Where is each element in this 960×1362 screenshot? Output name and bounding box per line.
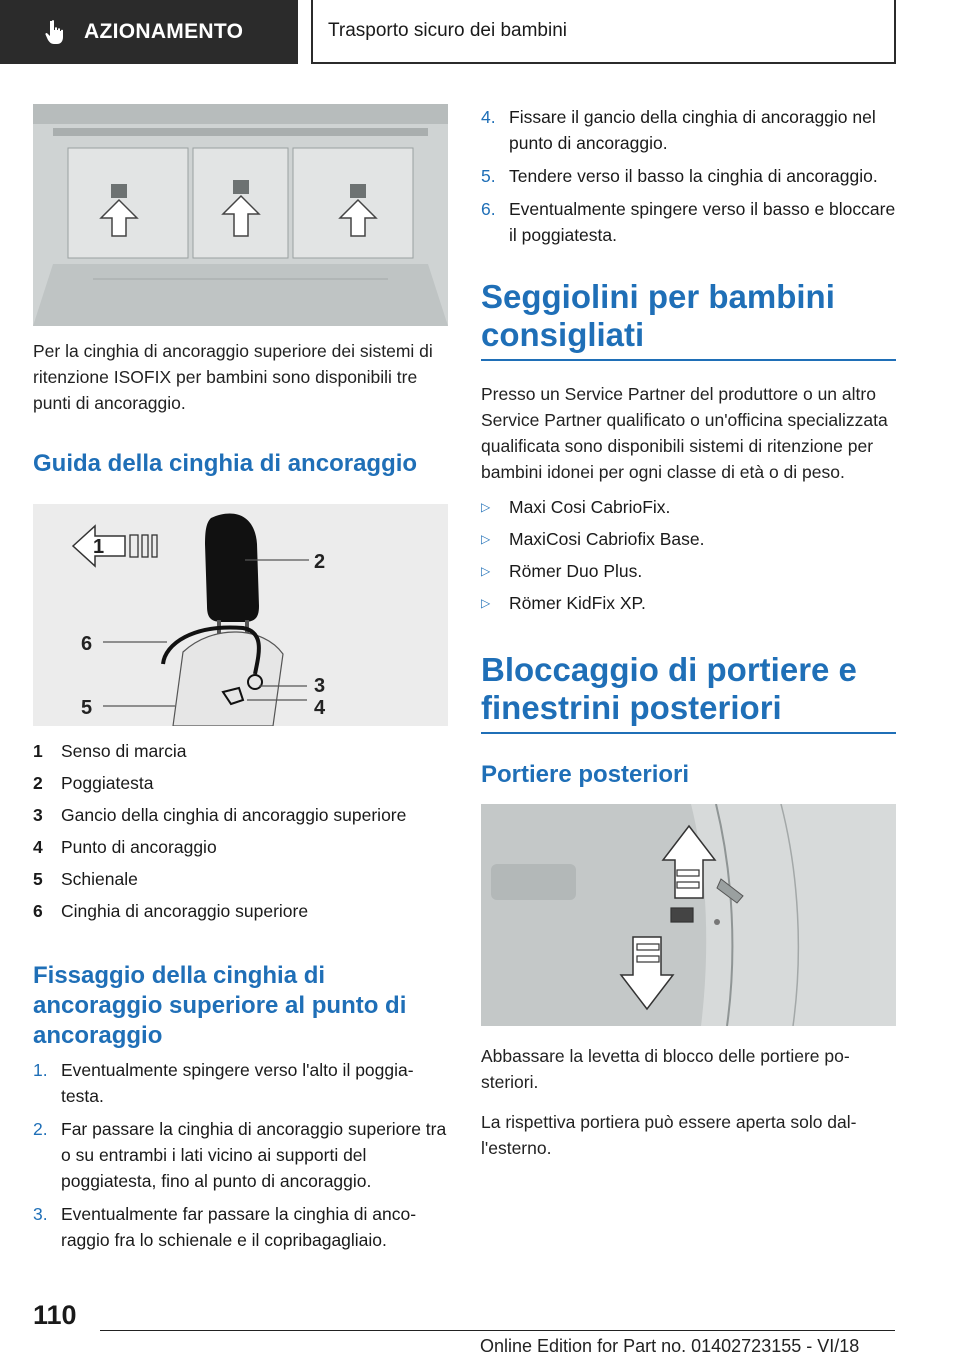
fig2-label-3: 3 [314, 675, 326, 697]
legend-text: Schienale [61, 869, 138, 889]
heading-underline [481, 732, 896, 734]
list-item [481, 523, 896, 555]
seat-bullet-list [481, 491, 896, 619]
legend-number: 3 [33, 805, 43, 825]
fig2-label-6: 6 [81, 633, 93, 655]
cargo-anchor-points-figure [33, 104, 448, 326]
step-text: Eventualmente spingere verso l'alto il poggiatesta. [61, 1060, 414, 1106]
legend-text: Poggiatesta [61, 773, 154, 793]
header-title: Trasporto sicuro dei bambini [328, 20, 568, 41]
right-column [481, 104, 896, 1161]
step-number: 2. [33, 1119, 48, 1139]
heading-tether-guide: Guida della cinghia di ancoraggio [33, 450, 418, 477]
legend-item [33, 735, 448, 767]
triangle-bullet-icon: ▷ [481, 532, 491, 546]
step-text: Fissare il gancio della cinghia di ancoraggio nel punto di ancoraggio. [509, 107, 876, 153]
list-item-text: Römer Duo Plus. [509, 561, 643, 581]
legend-number: 5 [33, 869, 43, 889]
fig2-label-2: 2 [314, 551, 326, 573]
legend-number: 1 [33, 741, 43, 761]
list-item-text: Maxi Cosi CabrioFix. [509, 497, 671, 517]
fig2-label-4: 4 [314, 697, 326, 719]
recommended-intro: Presso un Service Partner del produttore o un altro Service Partner qualificato o un'officina specializzata qualificata sono disponibili sistemi di ritenzione per bambini idonei per ogni classe di età o di peso. [481, 384, 888, 482]
legend-list [33, 735, 448, 927]
heading-recommended-seats: Seggiolini per bambini consigliati [481, 278, 835, 353]
legend-item [33, 831, 448, 863]
left-column [33, 104, 448, 1260]
header-section-tab [0, 0, 298, 64]
legend-item [33, 863, 448, 895]
triangle-bullet-icon: ▷ [481, 500, 491, 514]
step-number: 4. [481, 107, 496, 127]
list-item [481, 587, 896, 619]
legend-text: Cinghia di ancoraggio superiore [61, 901, 309, 921]
headrest-diagram-figure [33, 504, 448, 726]
fig1-caption: Per la cinghia di ancoraggio superiore dei sistemi di ritenzione ISOFIX per bambini sono disponibili tre punti di ancoraggio. [33, 341, 433, 413]
triangle-bullet-icon: ▷ [481, 564, 491, 578]
step-text: Tendere verso il basso la cinghia di ancoraggio. [509, 166, 878, 186]
legend-text: Punto di ancoraggio [61, 837, 217, 857]
list-item-text: MaxiCosi Cabriofix Base. [509, 529, 705, 549]
list-item [481, 491, 896, 523]
step-item [481, 163, 896, 189]
fig2-label-1: 1 [93, 536, 105, 558]
header-section-label: AZIONAMENTO [84, 20, 244, 43]
header-title-box [311, 0, 896, 64]
footer-divider [100, 1330, 895, 1331]
heading-door-window-lock: Bloccaggio di portiere e finestrini posteriori [481, 651, 857, 726]
step-item [33, 1116, 448, 1194]
legend-number: 4 [33, 837, 43, 857]
step-text: Eventualmente far passare la cinghia di ancoraggio fra lo schienale e il copribagagliaio. [61, 1204, 417, 1250]
heading-underline [481, 359, 896, 361]
step-item [33, 1057, 448, 1109]
legend-item [33, 895, 448, 927]
triangle-bullet-icon: ▷ [481, 596, 491, 610]
fig2-label-5: 5 [81, 697, 93, 719]
page-number: 110 [33, 1300, 77, 1330]
step-number: 1. [33, 1060, 48, 1080]
heading-tether-fixing: Fissaggio della cinghia di ancoraggio superiore al punto di ancoraggio [33, 962, 407, 1049]
heading-rear-doors: Portiere posteriori [481, 761, 690, 788]
legend-item [33, 799, 448, 831]
legend-item [33, 767, 448, 799]
step-text: Far passare la cinghia di ancoraggio superiore tra o su entrambi i lati vicino ai supporti del poggiatesta, fino al punto di ancoraggio. [61, 1119, 447, 1191]
hand-pointer-icon [42, 19, 66, 45]
step-text: Eventualmente spingere verso il basso e bloccare il poggiatesta. [509, 199, 896, 245]
rear-door-lock-figure [481, 804, 896, 1026]
legend-text: Senso di marcia [61, 741, 187, 761]
rear-door-caption: Abbassare la levetta di blocco delle portiere posteriori. [481, 1046, 850, 1092]
legend-number: 2 [33, 773, 43, 793]
steps-list-right [481, 104, 896, 248]
legend-number: 6 [33, 901, 43, 921]
step-number: 5. [481, 166, 496, 186]
legend-text: Gancio della cinghia di ancoraggio superiore [61, 805, 407, 825]
rear-door-note: La rispettiva portiera può essere aperta solo dall'esterno. [481, 1112, 857, 1158]
step-item [481, 196, 896, 248]
step-item [33, 1201, 448, 1253]
step-item [481, 104, 896, 156]
footer-edition: Online Edition for Part no. 01402723155 - VI/18 [480, 1336, 860, 1356]
list-item [481, 555, 896, 587]
steps-list-left [33, 1057, 448, 1253]
step-number: 6. [481, 199, 496, 219]
step-number: 3. [33, 1204, 48, 1224]
list-item-text: Römer KidFix XP. [509, 593, 646, 613]
